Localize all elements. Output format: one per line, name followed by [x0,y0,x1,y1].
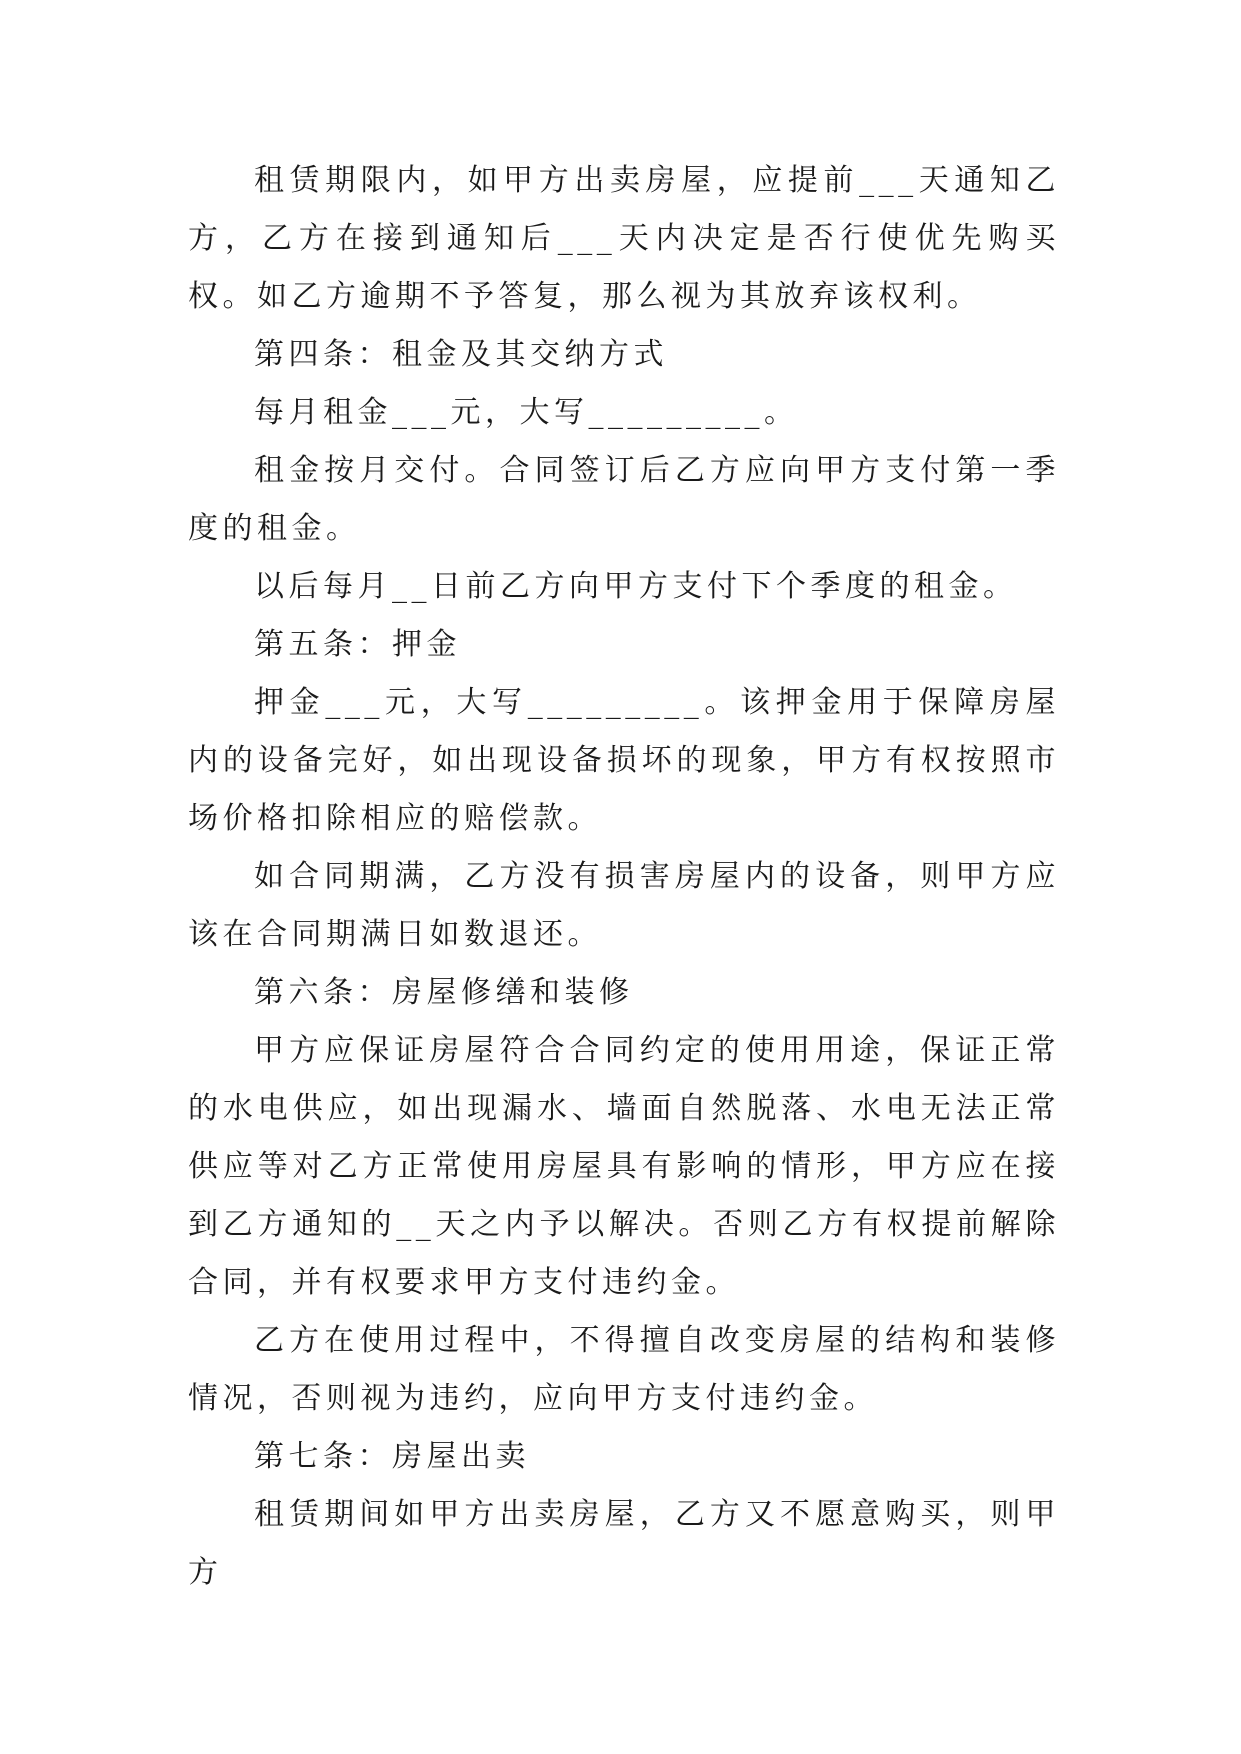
paragraph-deposit: 押金___元，大写_________。该押金用于保障房屋内的设备完好，如出现设备损坏的现象，甲方有权按照市场价格扣除相应的赔偿款。 [188,685,1060,836]
article-6-heading: 第六条：房屋修缮和装修 [254,975,634,1010]
paragraph-tenant-alterations: 乙方在使用过程中，不得擅自改变房屋的结构和装修情况，否则视为违约，应向甲方支付违约金。 [188,1323,1060,1416]
article-4-heading: 第四条：租金及其交纳方式 [254,337,668,372]
article-5-heading: 第五条：押金 [254,627,461,662]
paragraph-rent-schedule: 以后每月__日前乙方向甲方支付下个季度的租金。 [254,569,1018,604]
article-7-heading: 第七条：房屋出卖 [254,1439,530,1474]
paragraph-monthly-rent: 每月租金___元，大写_________。 [254,395,799,430]
paragraph-landlord-repairs: 甲方应保证房屋符合合同约定的使用用途，保证正常的水电供应，如出现漏水、墙面自然脱落、水电无法正常供应等对乙方正常使用房屋具有影响的情形，甲方应在接到乙方通知的__天之内予以解决。否则乙方有权提前解除合同，并有权要求甲方支付违约金。 [188,1033,1060,1300]
paragraph-house-sale: 租赁期间如甲方出卖房屋，乙方又不愿意购买，则甲方 [188,1497,1060,1590]
paragraph-priority-purchase: 租赁期限内，如甲方出卖房屋，应提前___天通知乙方，乙方在接到通知后___天内决定是否行使优先购买权。如乙方逾期不予答复，那么视为其放弃该权利。 [188,163,1060,314]
document-body [188,152,1060,1602]
paragraph-rent-payment: 租金按月交付。合同签订后乙方应向甲方支付第一季度的租金。 [188,453,1060,546]
paragraph-deposit-refund: 如合同期满，乙方没有损害房屋内的设备，则甲方应该在合同期满日如数退还。 [188,859,1060,952]
